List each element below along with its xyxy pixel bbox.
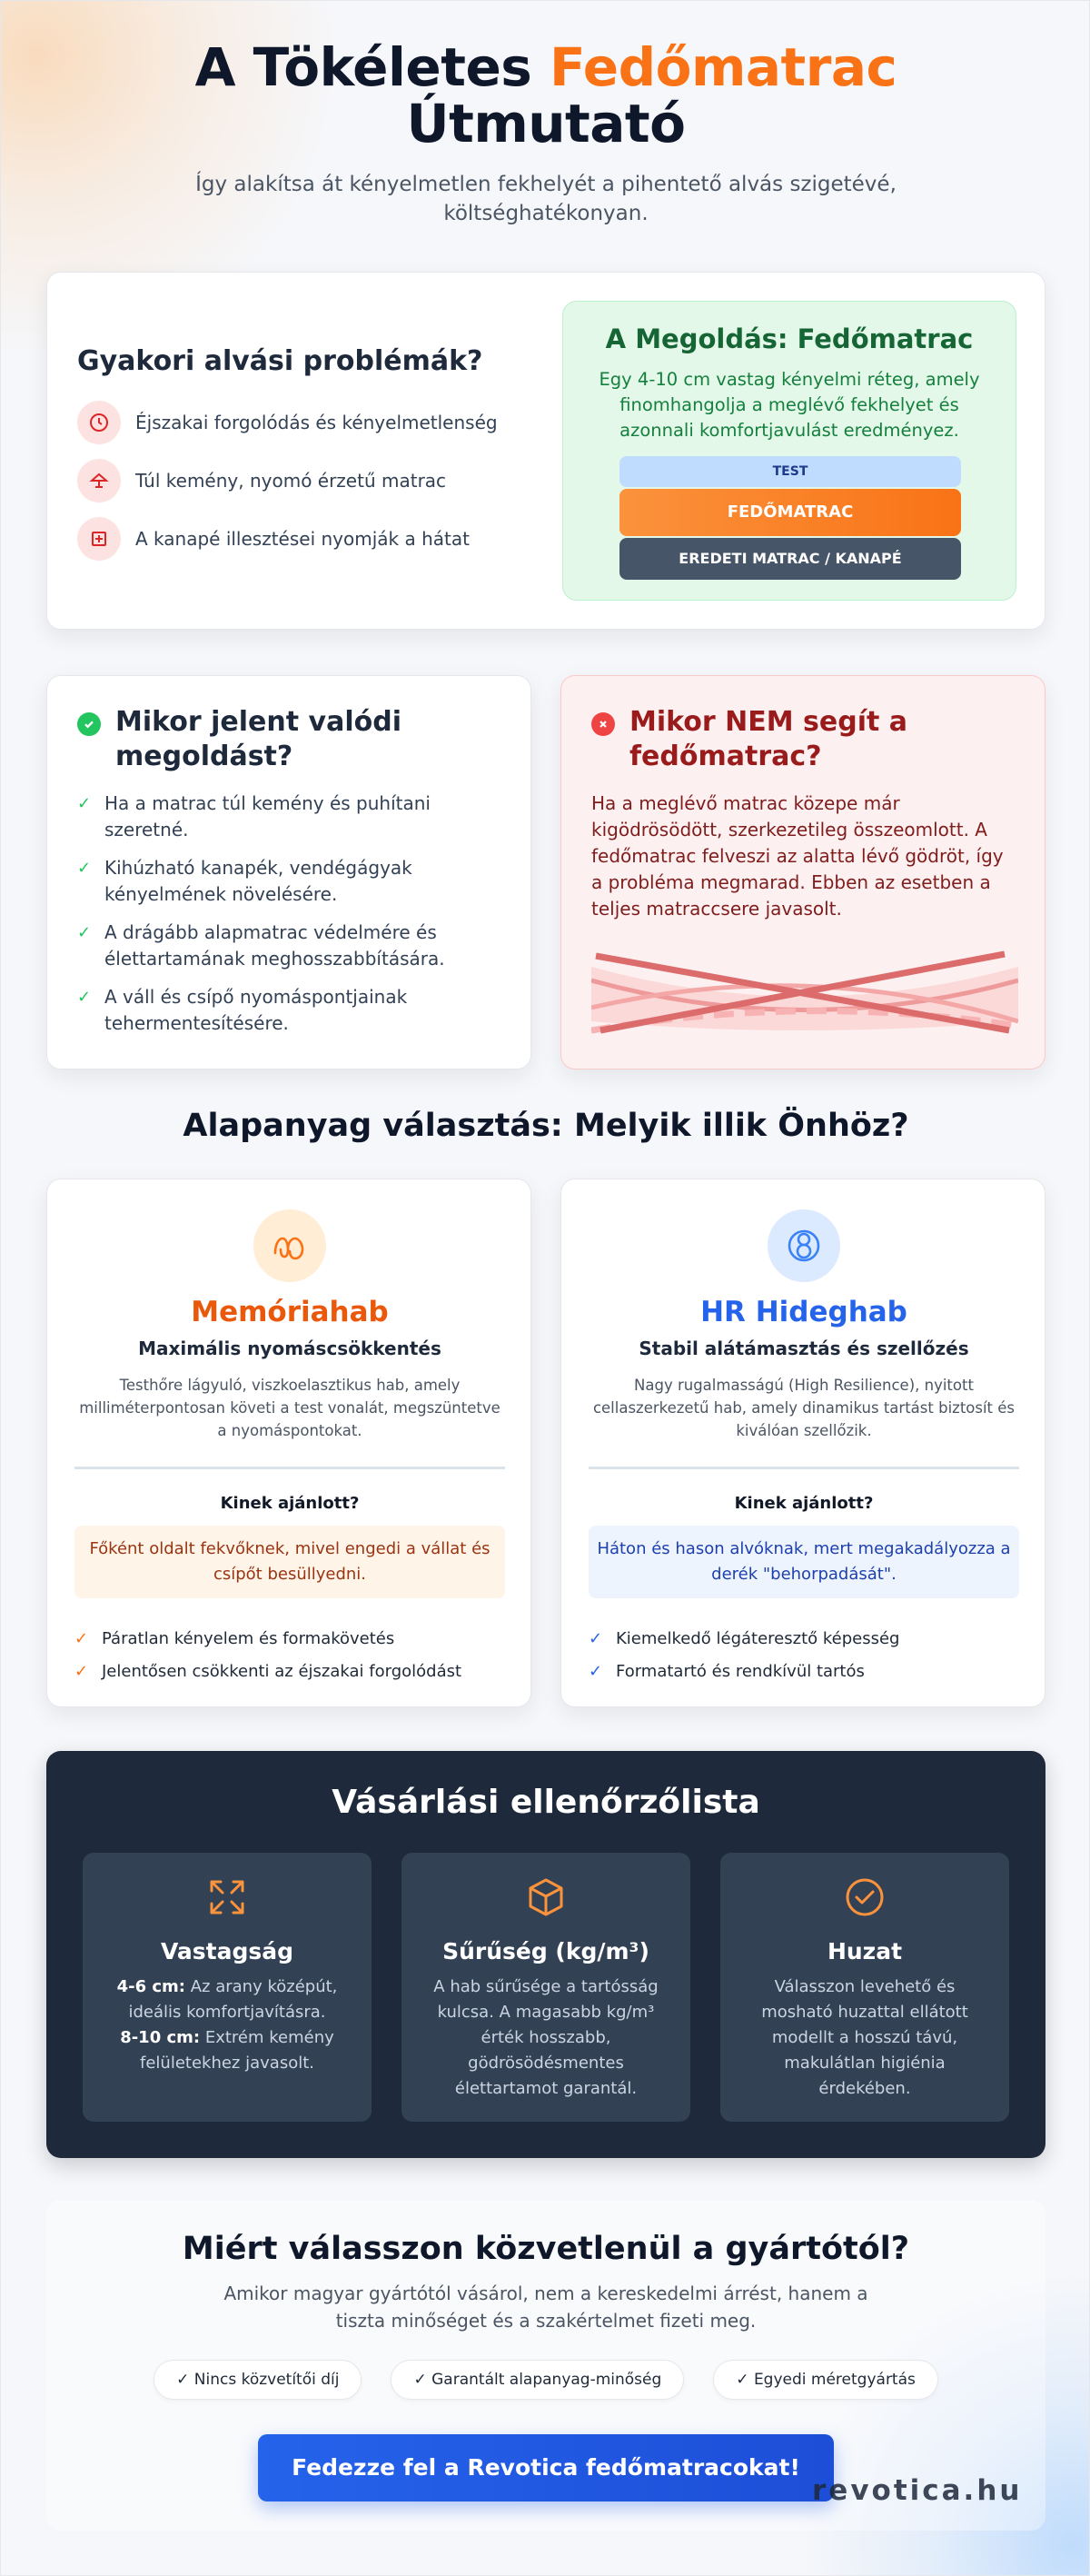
divider — [74, 1467, 505, 1469]
sagging-mattress-illustration — [591, 940, 1018, 1049]
recommended-text: Főként oldalt fekvőknek, mivel engedi a vállat és csípőt besüllyedni. — [74, 1526, 505, 1598]
check-icon: ✓ — [77, 794, 92, 813]
thickness-desc-2: Extrém kemény felületekhez javasolt. — [140, 2028, 334, 2073]
problems-solution-card — [46, 272, 1045, 630]
when-yes-title: Mikor jelent valódi megoldást? — [115, 706, 401, 772]
check-circle-icon — [842, 1875, 887, 1920]
material-subtitle: Maximális nyomáscsökkentés — [138, 1338, 441, 1359]
box-icon — [523, 1875, 569, 1920]
feature-item — [74, 1623, 510, 1656]
page-title — [1, 36, 1090, 154]
title-part2: Útmutató — [406, 93, 686, 154]
when-no-title: Mikor NEM segít a fedőmatrac? — [629, 706, 908, 772]
expand-arrows-icon — [204, 1875, 250, 1920]
checklist-card-text — [110, 1974, 344, 2076]
list-item-text: Kihúzható kanapék, vendégágyak kényelmének növelésére. — [104, 857, 412, 905]
feature-item — [74, 1656, 510, 1688]
layer-topper: FEDŐMATRAC — [619, 489, 961, 536]
problem-text: Túl kemény, nyomó érzetű matrac — [135, 470, 447, 492]
when-no-header — [591, 705, 993, 774]
check-icon: ✓ — [77, 988, 92, 1007]
material-subtitle: Stabil alátámasztás és szellőzés — [639, 1338, 969, 1359]
feature-text: Kiemelkedő légáteresztő képesség — [616, 1629, 900, 1648]
hero-header — [1, 36, 1090, 228]
list-item-text: A váll és csípő nyomáspontjainak tehermentesítésére. — [104, 986, 408, 1034]
material-name: HR Hideghab — [700, 1296, 907, 1328]
checklist-card-title: Huzat — [827, 1938, 903, 1964]
layer-diagram — [619, 456, 961, 580]
brand-watermark: revotica.hu — [812, 2474, 1023, 2507]
manufacturer-text: Amikor magyar gyártótól vásárol, nem a kereskedelmi árrést, hanem a tiszta minőséget és a szakértelmet fizeti meg. — [223, 2283, 868, 2332]
when-yes-card — [46, 675, 531, 1069]
thickness-range-1: 4-6 cm: — [116, 1977, 186, 1996]
hr-foam-icon — [768, 1209, 840, 1282]
list-item — [77, 855, 486, 908]
title-part1: A Tökéletes — [194, 36, 550, 98]
buying-checklist — [46, 1751, 1045, 2158]
material-description: Nagy rugalmasságú (High Resilience), nyitott cellaszerkezetű hab, amely dinamikus tartást biztosít és kiválóan szellőzik. — [592, 1377, 1016, 1439]
divider — [589, 1467, 1019, 1469]
solution-title: A Megoldás: Fedőmatrac — [605, 323, 974, 354]
manufacturer-title: Miért válasszon közvetlenül a gyártótól? — [182, 2231, 910, 2267]
recommended-text: Háton és hason alvóknak, mert megakadályozza a derék "behorpadását". — [589, 1526, 1019, 1598]
problems-list — [77, 345, 568, 568]
layer-base: EREDETI MATRAC / KANAPÉ — [619, 538, 961, 580]
list-item — [77, 791, 486, 843]
seam-icon — [77, 517, 121, 561]
problem-item — [77, 393, 568, 452]
problem-item — [77, 452, 568, 510]
problem-text: A kanapé illesztései nyomják a hátat — [135, 528, 470, 550]
check-icon: ✓ — [74, 1629, 89, 1648]
material-name: Memóriahab — [191, 1296, 389, 1328]
check-icon: ✓ — [589, 1662, 603, 1681]
clock-icon — [77, 401, 121, 444]
thickness-range-2: 8-10 cm: — [120, 2028, 201, 2047]
page-subtitle: Így alakítsa át kényelmetlen fekhelyét a pihentető alvás szigetévé, költséghatékonyan. — [195, 173, 897, 225]
cta-button[interactable]: Fedezze fel a Revotica fedőmatracokat! — [258, 2434, 834, 2501]
problem-item — [77, 510, 568, 568]
feature-item — [589, 1623, 1025, 1656]
thickness-desc-1: Az arany középút, ideális komfortjavításra. — [128, 1977, 338, 2022]
checklist-card-text: Válasszon levehető és mosható huzattal ellátott modellt a hosszú távú, makulátlan higiénia érdekében. — [761, 1977, 968, 2098]
checklist-card-text: A hab sűrűsége a tartósság kulcsa. A magasabb kg/m³ érték hosszabb, gödrösödésmentes élettartamot garantál. — [433, 1977, 659, 2098]
feature-list — [74, 1623, 510, 1688]
material-card-memory-foam — [46, 1179, 531, 1707]
checklist-title: Vásárlási ellenőrzőlista — [332, 1784, 760, 1821]
material-description: Testhőre lágyuló, viszkoelasztikus hab, amely milliméterpontosan követi a test vonalát, megszüntetve a nyomáspontokat. — [79, 1377, 500, 1439]
recommended-label: Kinek ajánlott? — [220, 1494, 360, 1513]
checklist-card-density — [401, 1853, 690, 2122]
feature-text: Páratlan kényelem és formakövetés — [102, 1629, 395, 1648]
problems-title: Gyakori alvási problémák? — [77, 345, 483, 377]
check-icon: ✓ — [77, 859, 92, 878]
list-item — [77, 920, 486, 972]
check-icon: ✓ — [74, 1662, 89, 1681]
solution-box — [562, 301, 1016, 601]
benefit-pill: ✓ Egyedi méretgyártás — [713, 2360, 938, 2400]
list-item-text: Ha a matrac túl kemény és puhítani szeretné. — [104, 792, 431, 840]
checklist-card-thickness — [83, 1853, 372, 2122]
x-circle-icon — [591, 712, 615, 736]
list-item — [77, 984, 486, 1037]
check-icon: ✓ — [77, 923, 92, 942]
benefit-pills — [46, 2360, 1045, 2400]
title-accent: Fedőmatrac — [550, 36, 897, 98]
feature-text: Formatartó és rendkívül tartós — [616, 1662, 865, 1681]
list-item-text: A drágább alapmatrac védelmére és élettartamának meghosszabbítására. — [104, 921, 445, 970]
layer-body: TEST — [619, 456, 961, 487]
when-yes-header — [77, 705, 479, 774]
when-no-card — [560, 675, 1045, 1069]
recommended-label: Kinek ajánlott? — [734, 1494, 874, 1513]
check-circle-icon — [77, 712, 101, 736]
solution-text: Egy 4-10 cm vastag kényelmi réteg, amely finomhangolja a meglévő fekhelyet és azonnali komfortjavulást eredményez. — [599, 369, 980, 441]
feature-list — [589, 1623, 1025, 1688]
checklist-card-cover — [720, 1853, 1009, 2122]
problem-text: Éjszakai forgolódás és kényelmetlenség — [135, 412, 498, 433]
feature-item — [589, 1656, 1025, 1688]
when-no-text: Ha a meglévő matrac közepe már kigödrösödött, szerkezetileg összeomlott. A fedőmatrac felveszi az alatta lévő gödröt, így a probléma megmarad. Ebben az esetben a teljes matraccsere javasolt. — [591, 792, 1004, 920]
benefit-pill: ✓ Nincs közvetítői díj — [154, 2360, 362, 2400]
materials-title: Alapanyag választás: Melyik illik Önhöz? — [183, 1108, 909, 1144]
checklist-card-title: Sűrűség (kg/m³) — [442, 1938, 649, 1964]
check-icon: ✓ — [589, 1629, 603, 1648]
benefit-pill: ✓ Garantált alapanyag-minőség — [391, 2360, 684, 2400]
when-yes-list — [77, 791, 486, 1049]
feature-text: Jelentősen csökkenti az éjszakai forgolódást — [102, 1662, 462, 1681]
pressure-icon — [77, 459, 121, 502]
memory-foam-icon — [253, 1209, 326, 1282]
checklist-card-title: Vastagság — [160, 1938, 294, 1964]
material-card-hr-foam — [560, 1179, 1045, 1707]
